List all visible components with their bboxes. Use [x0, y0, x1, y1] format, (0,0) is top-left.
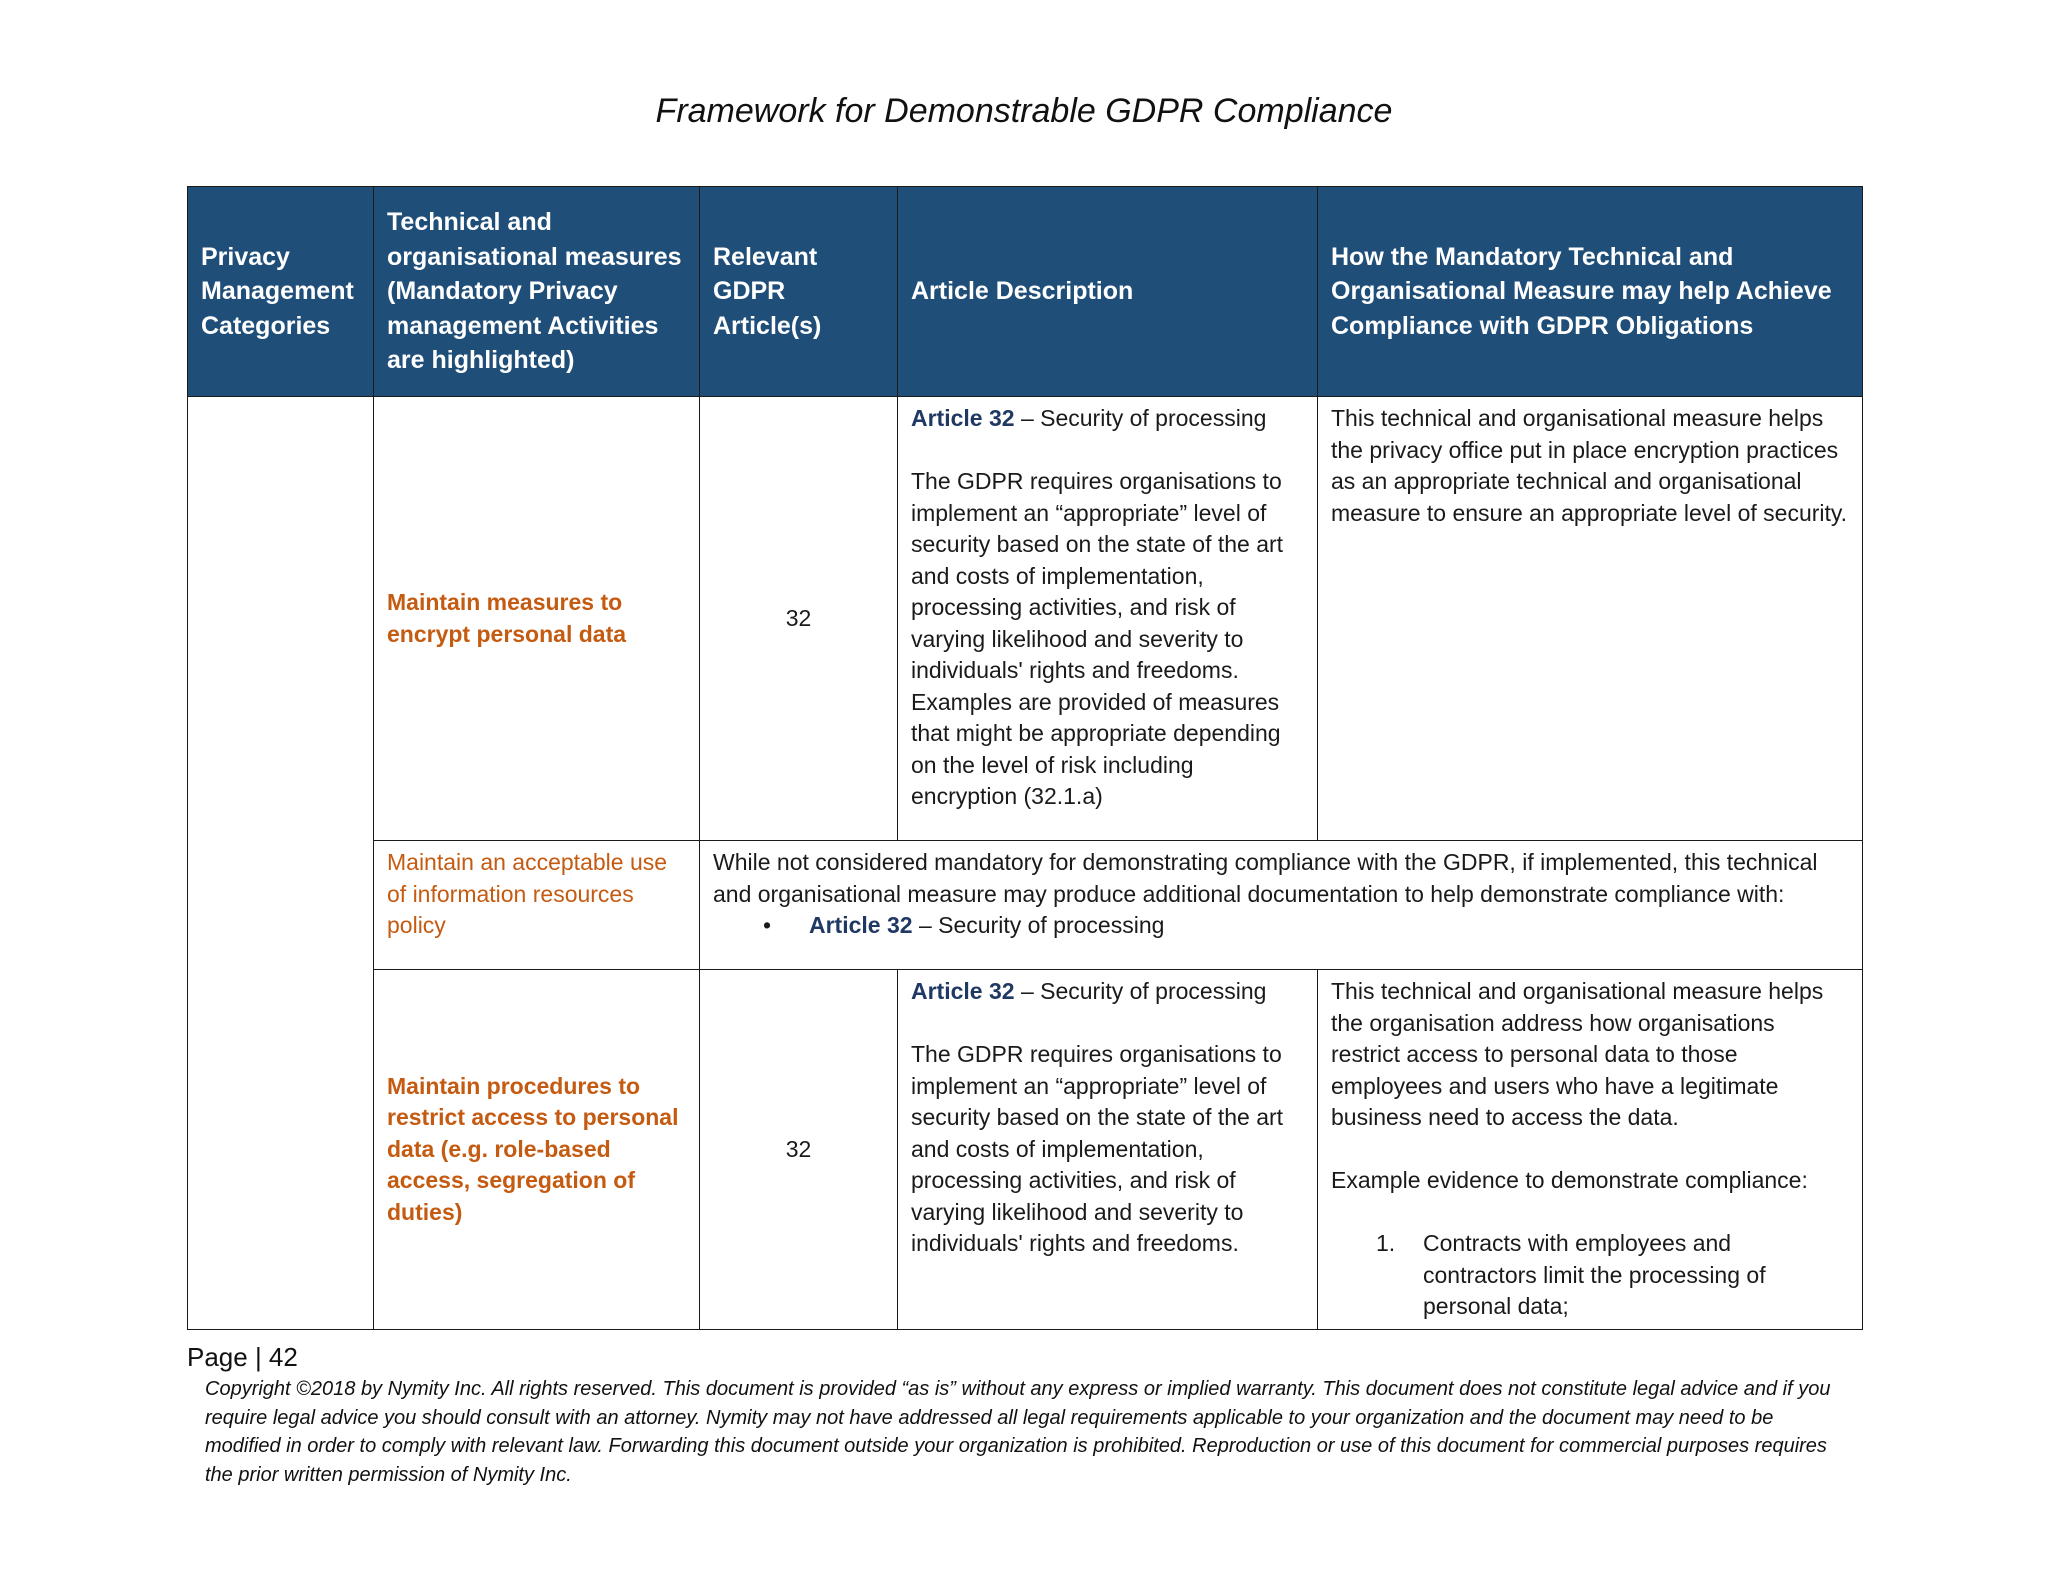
how-text: This technical and organisational measure helps the privacy office put in place encryption practices as an appropriate technical and organisational measure to ensure an appropriate level of security. — [1331, 405, 1848, 526]
description-cell — [898, 397, 1318, 841]
copyright-notice: Copyright ©2018 by Nymity Inc. All rights reserved. This document is provided “as is” without any express or implied warranty. This document does not constitute legal advice and if you require legal advice you should consult with an attorney. Nymity may not have addressed all legal requirements applicable to your organization and the document may need to be modified in order to comply with relevant law. Forwarding this document outside your organization is prohibited. Reproduction or use of this document for commercial purposes requires the prior written permission of Nymity Inc. — [205, 1378, 1831, 1486]
evidence-text: Contracts with employees and contractors limit the processing of personal data; — [1423, 1230, 1766, 1319]
evidence-intro: Example evidence to demonstrate compliance: — [1331, 1167, 1808, 1193]
measure-cell — [374, 397, 700, 841]
bullet-item — [713, 910, 1849, 942]
header-articles: Relevant GDPR Article(s) — [700, 187, 898, 397]
article-number: 32 — [785, 604, 812, 631]
header-description: Article Description — [898, 187, 1318, 397]
how-text: This technical and organisational measure helps the organisation address how organisations restrict access to personal data to those employees and users who have a legitimate business need to access the data. — [1331, 978, 1824, 1130]
note-text: While not considered mandatory for demonstrating compliance with the GDPR, if implemented, this technical and organisational measure may produce additional documentation to help demonstrate compliance with: — [713, 849, 1818, 907]
article-body: The GDPR requires organisations to implement an “appropriate” level of security based on the state of the art and costs of implementation, processing activities, and risk of varying likelihood and severity to individuals' rights and freedoms. Examples are provided of measures that might be appropriate depending on the level of risk including encryption (32.1.a) — [911, 468, 1284, 809]
bullet-article-ref: Article 32 — [809, 912, 913, 938]
document-title: Framework for Demonstrable GDPR Compliance — [655, 92, 1393, 130]
article-ref: Article 32 — [911, 405, 1015, 431]
bullet-text: – Security of processing — [912, 912, 1165, 938]
article-number: 32 — [785, 1135, 812, 1162]
article-body: The GDPR requires organisations to implement an “appropriate” level of security based on the state of the art and costs of implementation, processing activities, and risk of varying likelihood and severity to individuals' rights and freedoms. — [911, 1041, 1284, 1256]
article-title: – Security of processing — [1014, 978, 1267, 1004]
evidence-item — [1331, 1228, 1849, 1323]
header-categories: Privacy Management Categories — [188, 187, 374, 397]
measure-encrypt: Maintain measures to encrypt personal data — [387, 589, 627, 647]
how-cell — [1318, 970, 1863, 1330]
how-cell — [1318, 397, 1863, 841]
measure-restrict-access: Maintain procedures to restrict access to personal data (e.g. role-based access, segregation of duties) — [387, 1072, 679, 1225]
article-title: – Security of processing — [1014, 405, 1267, 431]
article-number-cell — [700, 970, 898, 1330]
compliance-table — [187, 186, 1863, 1330]
header-measures: Technical and organisational measures (Mandatory Privacy management Activities are highlighted) — [374, 187, 700, 397]
category-cell — [188, 397, 374, 1330]
measure-cell — [374, 841, 700, 970]
measure-cell — [374, 970, 700, 1330]
table-header-row — [188, 187, 1863, 397]
article-number-cell — [700, 397, 898, 841]
measure-acceptable-use: Maintain an acceptable use of information resources policy — [387, 849, 668, 938]
table-row — [188, 397, 1863, 841]
note-cell — [700, 841, 1863, 970]
description-cell — [898, 970, 1318, 1330]
evidence-number: 1. — [1376, 1230, 1396, 1256]
article-ref: Article 32 — [911, 978, 1015, 1004]
table-row — [188, 841, 1863, 970]
bullet-marker: • — [763, 912, 772, 938]
header-how: How the Mandatory Technical and Organisational Measure may help Achieve Compliance with GDPR Obligations — [1318, 187, 1863, 397]
table-row — [188, 970, 1863, 1330]
page-number: Page | 42 — [187, 1342, 298, 1372]
